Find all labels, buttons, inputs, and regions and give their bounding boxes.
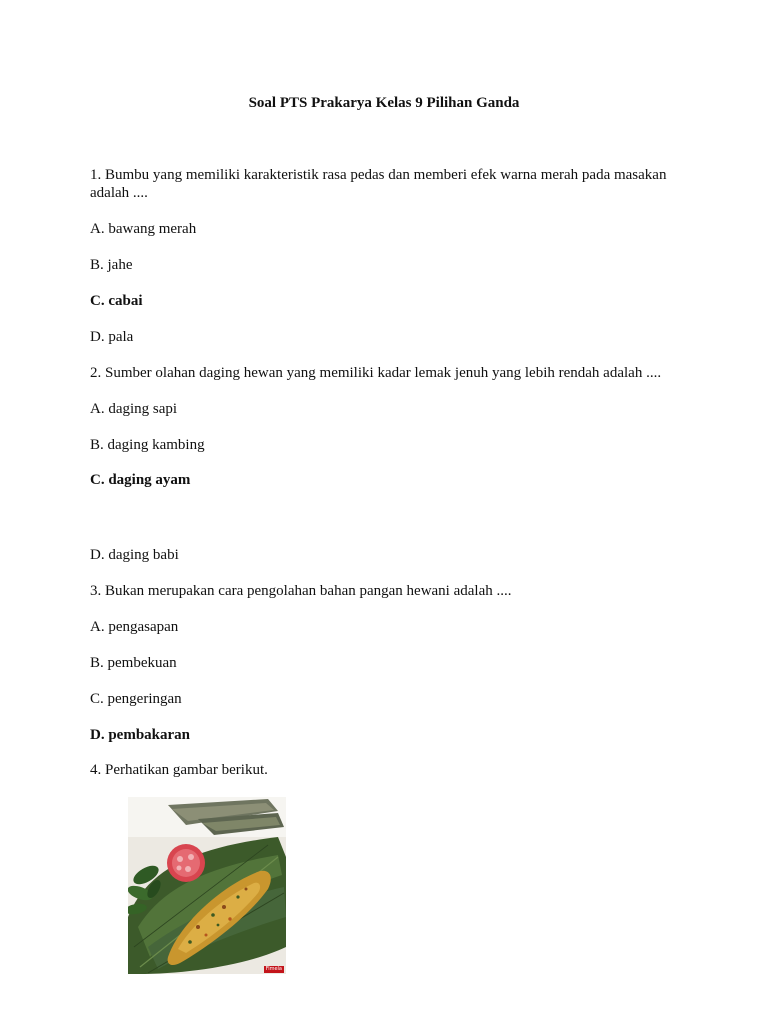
- question-2-option-c-answer: C. daging ayam: [90, 472, 191, 488]
- question-2-text: 2. Sumber olahan daging hewan yang memiliki kadar lemak jenuh yang lebih rendah adalah ....: [90, 365, 662, 381]
- pepes-illustration: [128, 797, 286, 974]
- question-2-option-d: D. daging babi: [90, 547, 179, 563]
- question-3-option-c: C. pengeringan: [90, 691, 182, 707]
- question-2-option-b: B. daging kambing: [90, 437, 205, 453]
- question-3-option-a: A. pengasapan: [90, 619, 179, 635]
- watermark-logo: Fimela: [265, 966, 282, 972]
- question-1-option-c-answer: C. cabai: [90, 293, 143, 309]
- question-1-text: 1. Bumbu yang memiliki karakteristik rasa pedas dan memberi efek warna merah pada masakan adalah ....: [90, 167, 667, 201]
- pepes-food-image: [128, 797, 286, 974]
- question-2-option-a: A. daging sapi: [90, 401, 178, 417]
- question-4-text: 4. Perhatikan gambar berikut.: [90, 762, 268, 778]
- page-title: Soal PTS Prakarya Kelas 9 Pilihan Ganda: [248, 95, 520, 111]
- question-1-option-d: D. pala: [90, 329, 134, 345]
- question-1-option-a: A. bawang merah: [90, 221, 197, 237]
- question-3-text: 3. Bukan merupakan cara pengolahan bahan pangan hewani adalah ....: [90, 583, 512, 599]
- question-3-option-d-answer: D. pembakaran: [90, 727, 191, 743]
- question-1-option-b: B. jahe: [90, 257, 133, 273]
- question-3-option-b: B. pembekuan: [90, 655, 177, 671]
